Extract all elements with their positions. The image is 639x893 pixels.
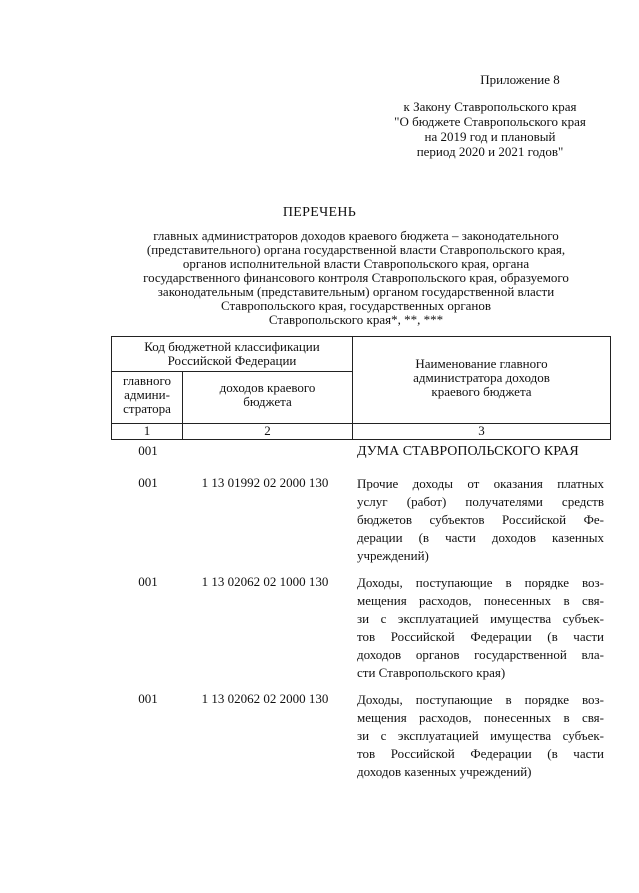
name-line: бюджетов субъектов Российской Фе- <box>357 512 604 527</box>
name-line: мещения расходов, понесенных в свя- <box>357 593 604 608</box>
appendix-block <box>370 72 610 159</box>
name-line: Прочие доходы от оказания платных <box>357 476 604 491</box>
name-line: зи с эксплуатацией имущества субъек- <box>357 611 604 626</box>
subtitle-line: органов исполнительной власти Ставропольского края, органа <box>182 256 530 271</box>
appendix-line: на 2019 год и плановый <box>424 129 556 144</box>
table-header <box>111 336 611 440</box>
revenue-code: 1 13 02062 02 2000 130 <box>201 691 329 706</box>
revenue-name <box>357 574 604 682</box>
name-line: доходов казенных учреждений) <box>357 764 532 779</box>
name-line: мещения расходов, понесенных в свя- <box>357 710 604 725</box>
revenue-code: 1 13 02062 02 1000 130 <box>201 574 329 589</box>
subtitle-line: Ставропольского края, государственных органов <box>220 298 492 313</box>
header-group <box>112 340 352 368</box>
subtitle-line: Ставропольского края*, **, *** <box>268 312 444 327</box>
name-line: Доходы, поступающие в порядке воз- <box>357 692 604 707</box>
admin-code: 001 <box>138 475 158 490</box>
header-group-line: Код бюджетной классификации <box>144 339 320 354</box>
header-col2-line: доходов краевого <box>219 380 316 395</box>
header-col3-line: администратора доходов <box>413 370 550 385</box>
name-line: ДУМА СТАВРОПОЛЬСКОГО КРАЯ <box>357 444 579 459</box>
subtitle-line: главных администраторов доходов краевого бюджета – законодательного <box>153 228 559 243</box>
appendix-line: период 2020 и 2021 годов" <box>416 144 564 159</box>
revenue-name <box>357 475 604 565</box>
header-col1-line: главного <box>122 373 172 388</box>
column-number: 2 <box>264 423 271 438</box>
administrator-name <box>357 443 604 461</box>
appendix-line: к Закону Ставропольского края <box>403 99 577 114</box>
appendix-title: Приложение 8 <box>480 72 560 87</box>
admin-code: 001 <box>138 574 158 589</box>
revenue-code: 1 13 01992 02 2000 130 <box>201 475 329 490</box>
subtitle-line: государственного финансового контроля Ставропольского края, образуемого <box>143 270 569 285</box>
divider <box>112 371 352 372</box>
subtitle-line: законодательным (представительным) органом государственной власти <box>157 284 555 299</box>
name-line: тов Российской Федерации (в части <box>357 746 604 761</box>
header-col1-line: админи- <box>124 387 170 402</box>
name-line: доходов органов государственной вла- <box>357 647 604 662</box>
column-number: 3 <box>478 423 485 438</box>
name-line: тов Российской Федерации (в части <box>357 629 604 644</box>
document-title: ПЕРЕЧЕНЬ <box>282 205 357 220</box>
name-line: зи с эксплуатацией имущества субъек- <box>357 728 604 743</box>
header-col2 <box>183 381 352 409</box>
header-col3-line: краевого бюджета <box>431 384 532 399</box>
column-number: 1 <box>143 423 151 438</box>
name-line: сти Ставропольского края) <box>357 665 506 680</box>
header-col3-line: Наименование главного <box>415 356 548 371</box>
subtitle-line: (представительного) органа государственной власти Ставропольского края, <box>146 242 566 257</box>
header-col3 <box>353 357 610 399</box>
name-line: услуг (работ) получателями средств <box>357 494 604 509</box>
admin-code: 001 <box>138 691 158 706</box>
appendix-line: "О бюджете Ставропольского края <box>394 114 586 129</box>
admin-code: 001 <box>138 443 158 458</box>
name-line: учреждений) <box>357 548 429 563</box>
document-subtitle <box>100 229 612 327</box>
revenue-name <box>357 691 604 781</box>
header-col1 <box>112 374 182 416</box>
header-col1-line: стратора <box>123 401 171 416</box>
header-col2-line: бюджета <box>243 394 292 409</box>
name-line: дерации (в части доходов казенных <box>357 530 604 545</box>
header-group-line: Российской Федерации <box>167 353 297 368</box>
name-line: Доходы, поступающие в порядке воз- <box>357 575 604 590</box>
